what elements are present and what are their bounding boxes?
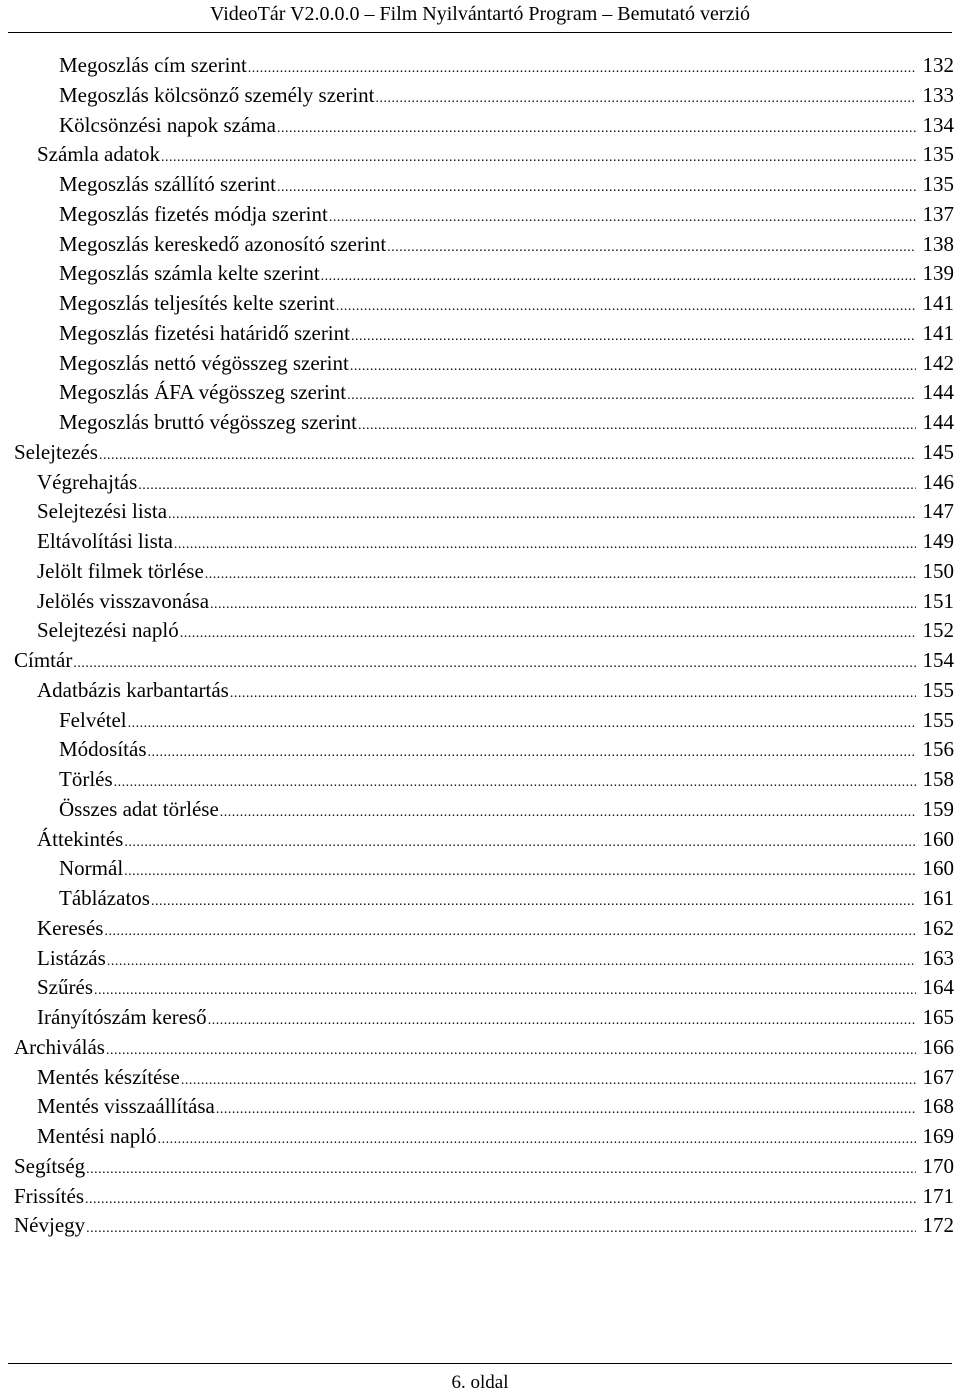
- toc-entry[interactable]: [0, 914, 960, 944]
- header-title: VideoTár V2.0.0.0 – Film Nyilvántartó Program – Bemutató verzió: [210, 3, 750, 25]
- toc-entry-title: Áttekintés: [37, 826, 124, 851]
- toc-entry-title: Kölcsönzési napok száma: [59, 112, 276, 137]
- toc-entry[interactable]: [0, 230, 960, 260]
- toc-entry-title: Megoszlás nettó végösszeg szerint: [59, 350, 349, 375]
- toc-entry-page-number: 150: [922, 558, 954, 583]
- toc-entry-title: Normál: [59, 856, 124, 881]
- toc-entry-title: Címtár: [14, 648, 73, 672]
- toc-entry-title: Törlés: [59, 767, 113, 791]
- toc-entry-page-number: 165: [922, 1005, 954, 1029]
- toc-entry-title: Keresés: [37, 915, 104, 940]
- toc-dot-leader: [358, 411, 916, 441]
- toc-entry-title: Eltávolítási lista: [37, 529, 173, 553]
- footer-divider: [8, 1363, 952, 1364]
- toc-dot-leader: [174, 530, 916, 560]
- toc-entry-title: Felvétel: [59, 707, 127, 732]
- toc-entry-title: Selejtezési napló: [37, 618, 179, 643]
- toc-entry[interactable]: [0, 765, 960, 795]
- toc-entry-page-number: 169: [922, 1124, 954, 1148]
- toc-dot-leader: [376, 84, 917, 114]
- toc-entry-title: Megoszlás kölcsönző személy szerint: [59, 82, 375, 107]
- toc-dot-leader: [138, 471, 916, 501]
- toc-dot-leader: [387, 233, 916, 263]
- toc-entry[interactable]: [0, 319, 960, 349]
- toc-entry[interactable]: [0, 646, 960, 676]
- toc-entry-page-number: 156: [922, 737, 954, 762]
- toc-entry[interactable]: [0, 1003, 960, 1033]
- toc-entry[interactable]: [0, 1122, 960, 1152]
- toc-dot-leader: [158, 1125, 916, 1155]
- toc-entry-page-number: 164: [922, 975, 954, 1000]
- toc-entry-page-number: 142: [922, 350, 954, 375]
- toc-entry-title: Listázás: [37, 945, 106, 970]
- toc-entry-page-number: 139: [922, 261, 954, 286]
- toc-entry-title: Megoszlás kereskedő azonosító szerint: [59, 231, 387, 256]
- toc-entry-page-number: 138: [922, 231, 954, 256]
- toc-entry[interactable]: [0, 1211, 960, 1241]
- toc-entry-page-number: 151: [922, 588, 954, 613]
- toc-entry-title: Összes adat törlése: [59, 796, 219, 821]
- toc-entry[interactable]: [0, 1152, 960, 1182]
- toc-entry[interactable]: [0, 795, 960, 825]
- toc-entry-page-number: 141: [922, 291, 954, 315]
- toc-entry[interactable]: [0, 468, 960, 498]
- toc-entry-page-number: 163: [922, 945, 954, 970]
- toc-entry-title: Számla adatok: [37, 142, 161, 167]
- toc-entry-page-number: 149: [922, 529, 954, 553]
- toc-entry-page-number: 154: [922, 648, 954, 672]
- toc-dot-leader: [180, 619, 916, 649]
- toc-dot-leader: [106, 1036, 916, 1066]
- toc-dot-leader: [86, 1214, 916, 1244]
- toc-entry[interactable]: [0, 408, 960, 438]
- toc-entry-page-number: 162: [922, 915, 954, 940]
- toc-dot-leader: [205, 560, 916, 590]
- toc-entry[interactable]: [0, 735, 960, 765]
- toc-entry[interactable]: [0, 1063, 960, 1093]
- toc-entry-page-number: 159: [922, 796, 954, 821]
- toc-entry[interactable]: [0, 557, 960, 587]
- toc-entry-page-number: 166: [922, 1034, 954, 1059]
- toc-entry-page-number: 168: [922, 1094, 954, 1119]
- toc-entry[interactable]: [0, 289, 960, 319]
- toc-dot-leader: [181, 1066, 916, 1096]
- toc-entry-title: Módosítás: [59, 737, 147, 762]
- toc-entry-page-number: 135: [922, 142, 954, 167]
- toc-entry-title: Selejtezés: [14, 439, 98, 464]
- toc-entry-page-number: 133: [922, 82, 954, 107]
- toc-entry-title: Irányítószám kereső: [37, 1005, 207, 1029]
- toc-entry-page-number: 167: [922, 1064, 954, 1089]
- toc-dot-leader: [124, 828, 916, 858]
- toc-entry[interactable]: [0, 944, 960, 974]
- page-number: 6. oldal: [451, 1372, 509, 1393]
- toc-entry-page-number: 137: [922, 201, 954, 226]
- toc-entry[interactable]: [0, 81, 960, 111]
- toc-entry[interactable]: [0, 1033, 960, 1063]
- toc-entry-title: Megoszlás cím szerint: [59, 53, 247, 77]
- toc-dot-leader: [351, 322, 916, 352]
- toc-dot-leader: [151, 887, 916, 917]
- toc-entry-page-number: 132: [922, 53, 954, 77]
- toc-dot-leader: [99, 441, 916, 471]
- toc-entry-title: Adatbázis karbantartás: [37, 677, 229, 702]
- toc-dot-leader: [104, 917, 916, 947]
- toc-dot-leader: [277, 114, 916, 144]
- toc-entry-title: Jelölés visszavonása: [37, 588, 210, 613]
- toc-entry-title: Jelölt filmek törlése: [37, 558, 204, 583]
- toc-entry[interactable]: [0, 706, 960, 736]
- page-header: [0, 2, 960, 26]
- toc-dot-leader: [216, 1095, 916, 1125]
- toc-entry[interactable]: [0, 854, 960, 884]
- toc-dot-leader: [114, 768, 916, 798]
- toc-entry-title: Frissítés: [14, 1183, 85, 1208]
- toc-entry-title: Mentés készítése: [37, 1064, 180, 1089]
- page-footer: [0, 1372, 960, 1394]
- toc-entry-title: Szűrés: [37, 975, 93, 1000]
- toc-entry-title: Megoszlás számla kelte szerint: [59, 261, 320, 286]
- toc-entry[interactable]: [0, 349, 960, 379]
- toc-dot-leader: [210, 590, 916, 620]
- toc-entry-page-number: 160: [922, 856, 954, 881]
- toc-entry[interactable]: [0, 1092, 960, 1122]
- toc-dot-leader: [128, 709, 916, 739]
- toc-dot-leader: [86, 1155, 916, 1185]
- toc-entry-page-number: 161: [922, 886, 954, 910]
- toc-dot-leader: [350, 352, 916, 382]
- toc-entry-title: Selejtezési lista: [37, 499, 168, 524]
- toc-entry-page-number: 141: [922, 320, 954, 345]
- toc-entry-page-number: 172: [922, 1213, 954, 1238]
- toc-entry-title: Névjegy: [14, 1213, 86, 1238]
- toc-entry[interactable]: [0, 378, 960, 408]
- toc-entry-page-number: 134: [922, 112, 954, 137]
- toc-entry-page-number: 170: [922, 1153, 954, 1178]
- toc-entry[interactable]: [0, 438, 960, 468]
- toc-entry[interactable]: [0, 140, 960, 170]
- toc-entry-page-number: 144: [922, 410, 954, 434]
- toc-entry-page-number: 158: [922, 767, 954, 791]
- toc-dot-leader: [168, 500, 916, 530]
- toc-dot-leader: [248, 54, 916, 84]
- toc-dot-leader: [220, 798, 916, 828]
- toc-entry-title: Segítség: [14, 1153, 86, 1178]
- toc-dot-leader: [208, 1006, 916, 1036]
- toc-entry-title: Mentés visszaállítása: [37, 1094, 215, 1119]
- toc-entry[interactable]: [0, 825, 960, 855]
- toc-entry-title: Megoszlás bruttó végösszeg szerint: [59, 410, 358, 434]
- toc-dot-leader: [347, 381, 916, 411]
- toc-entry-title: Megoszlás szállító szerint: [59, 172, 276, 196]
- toc-entry[interactable]: [0, 587, 960, 617]
- toc-entry[interactable]: [0, 884, 960, 914]
- toc-dot-leader: [277, 173, 916, 203]
- toc-entry[interactable]: [0, 111, 960, 141]
- toc-dot-leader: [107, 947, 916, 977]
- toc-entry[interactable]: [0, 527, 960, 557]
- toc-entry-page-number: 171: [922, 1183, 954, 1208]
- toc-entry[interactable]: [0, 200, 960, 230]
- toc-dot-leader: [321, 262, 916, 292]
- toc-entry-title: Megoszlás ÁFA végösszeg szerint: [59, 380, 347, 405]
- toc-entry-page-number: 152: [922, 618, 954, 643]
- toc-entry-title: Megoszlás teljesítés kelte szerint: [59, 291, 335, 315]
- toc-entry[interactable]: [0, 497, 960, 527]
- toc-dot-leader: [336, 292, 916, 322]
- toc-entry-page-number: 160: [922, 826, 954, 851]
- toc-dot-leader: [230, 679, 916, 709]
- toc-entry-title: Táblázatos: [59, 886, 150, 910]
- toc-entry-title: Végrehajtás: [37, 469, 138, 494]
- toc-entry-page-number: 147: [922, 499, 954, 524]
- toc-dot-leader: [124, 857, 916, 887]
- toc-entry[interactable]: [0, 676, 960, 706]
- toc-entry[interactable]: [0, 51, 960, 81]
- toc-dot-leader: [85, 1185, 916, 1215]
- toc-dot-leader: [94, 976, 916, 1006]
- toc-entry-page-number: 135: [922, 172, 954, 196]
- toc-entry[interactable]: [0, 1182, 960, 1212]
- toc-dot-leader: [161, 143, 916, 173]
- header-divider: [8, 32, 952, 33]
- toc-entry-page-number: 155: [922, 707, 954, 732]
- toc-dot-leader: [148, 738, 916, 768]
- toc-entry-title: Megoszlás fizetési határidő szerint: [59, 320, 350, 345]
- toc-entry-page-number: 155: [922, 677, 954, 702]
- table-of-contents: [0, 51, 960, 1241]
- toc-entry-title: Mentési napló: [37, 1124, 157, 1148]
- toc-entry[interactable]: [0, 973, 960, 1003]
- toc-entry-page-number: 146: [922, 469, 954, 494]
- toc-entry[interactable]: [0, 616, 960, 646]
- toc-entry[interactable]: [0, 259, 960, 289]
- toc-entry[interactable]: [0, 170, 960, 200]
- toc-dot-leader: [329, 203, 916, 233]
- toc-entry-page-number: 145: [922, 439, 954, 464]
- toc-entry-title: Megoszlás fizetés módja szerint: [59, 201, 328, 226]
- toc-entry-title: Archiválás: [14, 1034, 105, 1059]
- toc-dot-leader: [73, 649, 916, 679]
- toc-entry-page-number: 144: [922, 380, 954, 405]
